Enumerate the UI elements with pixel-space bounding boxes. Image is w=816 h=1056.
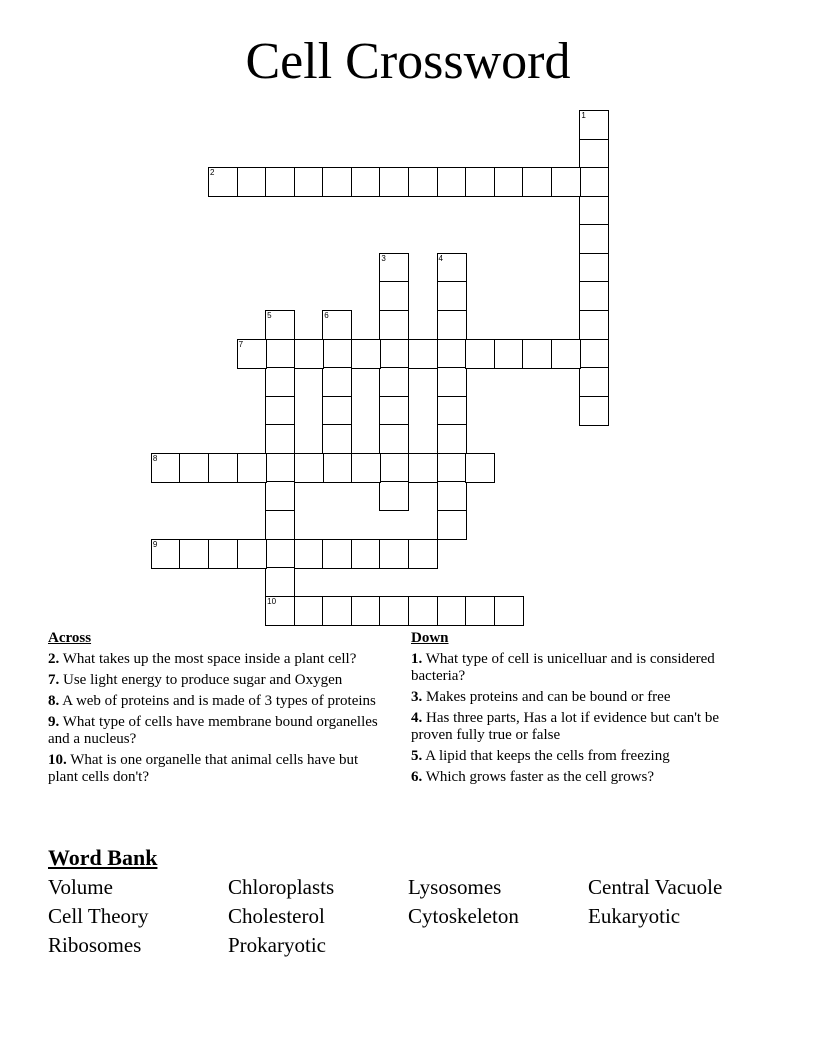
grid-cell[interactable] — [265, 481, 295, 511]
clue-text: A web of proteins and is made of 3 types of proteins — [62, 693, 376, 709]
grid-cell[interactable] — [379, 253, 409, 283]
grid-cell[interactable] — [551, 167, 581, 197]
grid-cell[interactable] — [322, 367, 352, 397]
grid-cell[interactable] — [379, 281, 409, 311]
clue-number-label: 1 — [581, 111, 586, 120]
clue-down — [411, 689, 751, 706]
grid-cell[interactable] — [351, 453, 381, 483]
grid-cell[interactable] — [294, 453, 324, 483]
grid-cell[interactable] — [294, 539, 324, 569]
grid-cell[interactable] — [408, 167, 438, 197]
clue-number: 1. — [411, 651, 423, 667]
grid-cell[interactable] — [579, 253, 609, 283]
grid-cell[interactable] — [379, 453, 409, 483]
clue-across — [48, 651, 388, 668]
grid-cell[interactable] — [437, 367, 467, 397]
grid-cell[interactable] — [237, 453, 267, 483]
clue-number: 3. — [411, 689, 423, 705]
clue-number-label: 7 — [238, 339, 244, 349]
grid-cell[interactable] — [437, 596, 467, 626]
grid-cell[interactable] — [465, 596, 495, 626]
grid-cell[interactable] — [151, 539, 181, 569]
word-bank-item: Ribosomes — [48, 933, 142, 957]
down-clues — [411, 630, 751, 790]
grid-cell[interactable] — [579, 281, 609, 311]
down-heading: Down — [411, 630, 449, 646]
clue-text: Makes proteins and can be bound or free — [426, 689, 671, 705]
grid-cell[interactable] — [379, 396, 409, 426]
grid-cell[interactable] — [522, 339, 552, 369]
grid-cell[interactable] — [237, 339, 267, 369]
word-bank-item: Cytoskeleton — [408, 904, 519, 928]
grid-cell[interactable] — [437, 167, 467, 197]
grid-cell[interactable] — [408, 453, 438, 483]
grid-cell[interactable] — [265, 453, 295, 483]
grid-cell[interactable] — [265, 339, 295, 369]
grid-cell[interactable] — [265, 596, 295, 626]
grid-cell[interactable] — [465, 339, 495, 369]
grid-cell[interactable] — [237, 539, 267, 569]
grid-cell[interactable] — [379, 596, 409, 626]
grid-cell[interactable] — [437, 253, 467, 283]
grid-cell[interactable] — [351, 339, 381, 369]
clue-down — [411, 651, 751, 685]
grid-cell[interactable] — [437, 453, 467, 483]
grid-cell[interactable] — [208, 539, 238, 569]
clue-number: 4. — [411, 710, 423, 726]
grid-cell[interactable] — [379, 367, 409, 397]
grid-cell[interactable] — [322, 453, 352, 483]
grid-cell[interactable] — [265, 539, 295, 569]
word-bank-item: Cell Theory — [48, 904, 149, 928]
grid-cell[interactable] — [465, 453, 495, 483]
clue-text: What type of cell is unicelluar and is considered bacteria? — [411, 651, 715, 684]
grid-cell[interactable] — [465, 167, 495, 197]
grid-cell[interactable] — [579, 139, 609, 169]
clue-number: 7. — [48, 672, 60, 688]
grid-cell[interactable] — [437, 424, 467, 454]
grid-cell[interactable] — [437, 310, 467, 340]
grid-cell[interactable] — [151, 453, 181, 483]
clue-number: 9. — [48, 714, 60, 730]
grid-cell[interactable] — [437, 510, 467, 540]
grid-cell[interactable] — [265, 310, 295, 340]
grid-cell[interactable] — [265, 510, 295, 540]
clue-text: What is one organelle that animal cells have but plant cells don't? — [48, 752, 359, 785]
grid-cell[interactable] — [322, 424, 352, 454]
clue-across — [48, 672, 388, 689]
grid-cell[interactable] — [351, 596, 381, 626]
grid-cell[interactable] — [494, 339, 524, 369]
grid-cell[interactable] — [379, 424, 409, 454]
grid-cell[interactable] — [265, 367, 295, 397]
clue-number-label: 9 — [152, 539, 158, 549]
clue-number-label: 10 — [267, 596, 277, 606]
grid-cell[interactable] — [351, 539, 381, 569]
grid-cell[interactable] — [579, 396, 609, 426]
grid-cell[interactable] — [379, 167, 409, 197]
clue-text: What takes up the most space inside a plant cell? — [62, 651, 357, 667]
grid-cell[interactable] — [579, 167, 609, 197]
word-bank-item: Eukaryotic — [588, 904, 681, 928]
clue-number-label: 5 — [267, 310, 272, 320]
grid-cell[interactable] — [579, 224, 609, 254]
grid-cell[interactable] — [379, 481, 409, 511]
grid-cell[interactable] — [579, 367, 609, 397]
clue-text: Has three parts, Has a lot if evidence but can't be proven fully true or false — [411, 710, 720, 743]
grid-cell[interactable] — [322, 310, 352, 340]
grid-cell[interactable] — [322, 167, 352, 197]
clue-down — [411, 769, 751, 786]
grid-cell[interactable] — [179, 453, 209, 483]
page-title: Cell Crossword — [245, 33, 571, 90]
word-bank-item: Volume — [48, 875, 113, 899]
clue-across — [48, 693, 388, 710]
clue-number: 8. — [48, 693, 60, 709]
grid-cell[interactable] — [208, 453, 238, 483]
grid-cell[interactable] — [237, 167, 267, 197]
grid-cell[interactable] — [208, 167, 238, 197]
word-bank-item: Central Vacuole — [588, 875, 723, 899]
word-bank-item: Cholesterol — [228, 904, 325, 928]
grid-cell[interactable] — [294, 596, 324, 626]
grid-cell[interactable] — [265, 424, 295, 454]
grid-cell[interactable] — [379, 339, 409, 369]
grid-cell[interactable] — [351, 167, 381, 197]
across-heading: Across — [48, 630, 92, 646]
clue-down — [411, 748, 751, 765]
grid-cell[interactable] — [408, 596, 438, 626]
grid-cell[interactable] — [322, 539, 352, 569]
grid-cell[interactable] — [322, 339, 352, 369]
grid-cell[interactable] — [379, 310, 409, 340]
clue-across — [48, 752, 388, 786]
grid-cell[interactable] — [179, 539, 209, 569]
word-bank — [48, 873, 768, 960]
clue-number-label: 8 — [152, 453, 158, 463]
grid-cell[interactable] — [551, 339, 581, 369]
clue-number: 10. — [48, 752, 67, 768]
grid-cell[interactable] — [579, 310, 609, 340]
grid-cell[interactable] — [522, 167, 552, 197]
grid-cell[interactable] — [579, 110, 609, 140]
grid-cell[interactable] — [265, 167, 295, 197]
grid-cell[interactable] — [408, 339, 438, 369]
word-bank-item: Prokaryotic — [228, 933, 326, 957]
grid-cell[interactable] — [437, 281, 467, 311]
clue-across — [48, 714, 388, 748]
grid-cell[interactable] — [437, 396, 467, 426]
grid-cell[interactable] — [579, 339, 609, 369]
clue-number: 5. — [411, 748, 423, 764]
clue-down — [411, 710, 751, 744]
grid-cell[interactable] — [408, 539, 438, 569]
grid-cell[interactable] — [265, 396, 295, 426]
word-bank-heading: Word Bank — [48, 845, 158, 870]
grid-cell[interactable] — [579, 196, 609, 226]
clue-number: 2. — [48, 651, 60, 667]
grid-cell[interactable] — [494, 167, 524, 197]
grid-cell[interactable] — [322, 396, 352, 426]
clue-number-label: 2 — [210, 168, 215, 178]
clue-number-label: 3 — [381, 253, 386, 263]
grid-cell[interactable] — [294, 339, 324, 369]
clue-number-label: 6 — [324, 310, 329, 320]
grid-cell[interactable] — [437, 339, 467, 369]
across-clues — [48, 630, 388, 790]
word-bank-item: Lysosomes — [408, 875, 502, 899]
grid-cell[interactable] — [294, 167, 324, 197]
clue-text: Which grows faster as the cell grows? — [425, 769, 654, 785]
clue-text: A lipid that keeps the cells from freezing — [425, 748, 670, 764]
clue-text: What type of cells have membrane bound organelles and a nucleus? — [48, 714, 378, 747]
grid-cell[interactable] — [265, 567, 295, 597]
grid-cell[interactable] — [494, 596, 524, 626]
clue-number: 6. — [411, 769, 423, 785]
grid-cell[interactable] — [379, 539, 409, 569]
word-bank-item: Chloroplasts — [228, 875, 335, 899]
clue-number-label: 4 — [438, 253, 443, 263]
clue-text: Use light energy to produce sugar and Oxygen — [63, 672, 343, 688]
grid-cell[interactable] — [322, 596, 352, 626]
grid-cell[interactable] — [437, 481, 467, 511]
